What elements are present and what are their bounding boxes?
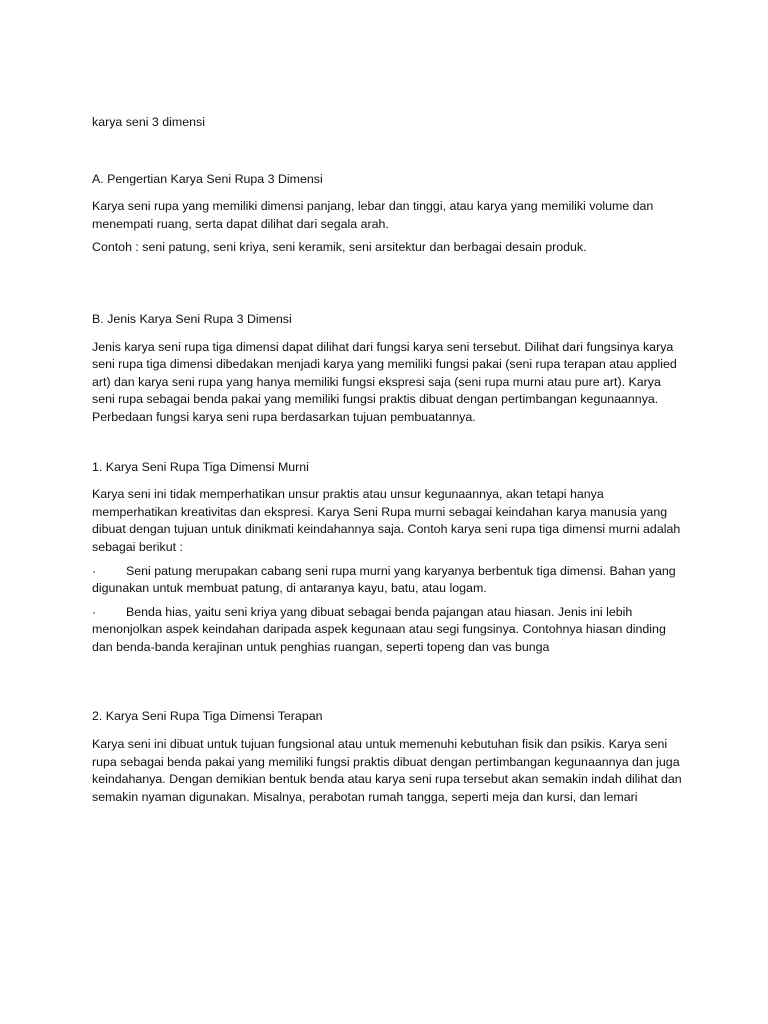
bullet-item (92, 604, 682, 657)
bullet-text: Benda hias, yaitu seni kriya yang dibuat sebagai benda pajangan atau hiasan. Jenis ini lebih menonjolkan aspek keindahan daripada aspek kegunaan atau segi fungsinya. Contohnya hiasan dinding dan benda-banda kerajinan untuk penghias ruangan, seperti topeng dan vas bunga (92, 604, 666, 654)
section-2-paragraph: Karya seni ini dibuat untuk tujuan fungsional atau untuk memenuhi kebutuhan fisik dan psikis. Karya seni rupa sebagai benda pakai yang memiliki fungsi praktis dibuat dengan pertimbangan kegunaannya dan juga keindahanya. Dengan demikian bentuk benda atau karya seni rupa tersebut akan semakin indah dilihat dan semakin nyaman digunakan. Misalnya, perabotan rumah tangga, seperti meja dan kursi, dan lemari (92, 737, 682, 804)
spacer (92, 433, 682, 459)
section-b (92, 311, 682, 427)
bullet-text: Seni patung merupakan cabang seni rupa murni yang karyanya berbentuk tiga dimensi. Bahan yang digunakan untuk membuat patung, di antaranya kayu, batu, atau logam. (92, 563, 676, 596)
spacer (92, 263, 682, 311)
section-b-paragraph: Jenis karya seni rupa tiga dimensi dapat dilihat dari fungsi karya seni tersebut. Dilihat dari fungsinya karya seni rupa tiga dimensi dibedakan menjadi karya yang memiliki fungsi pakai (seni rupa terapan atau applied art) dan karya seni rupa yang hanya memiliki fungsi ekspresi saja (seni rupa murni atau pure art). Karya seni rupa sebagai benda pakai yang memiliki fungsi praktis dibuat dengan pertimbangan kegunaannya. Perbedaan fungsi karya seni rupa berdasarkan tujuan pembuatannya. (92, 339, 677, 424)
section-1-paragraph: Karya seni ini tidak memperhatikan unsur praktis atau unsur kegunaannya, akan tetapi hanya memperhatikan kreativitas dan ekspresi. Karya Seni Rupa murni sebagai keindahan karya manusia yang dibuat dengan tujuan untuk dinikmati keindahannya saja. Contoh karya seni rupa tiga dimensi murni adalah sebagai berikut : (92, 487, 681, 554)
section-1-heading: 1. Karya Seni Rupa Tiga Dimensi Murni (92, 459, 309, 474)
document-title: karya seni 3 dimensi (92, 115, 205, 129)
spacer (92, 662, 682, 708)
section-a (92, 171, 682, 257)
section-a-paragraph: Karya seni rupa yang memiliki dimensi panjang, lebar dan tinggi, atau karya yang memiliki volume dan menempati ruang, serta dapat dilihat dari segala arah. (92, 199, 654, 231)
bullet-marker: · (92, 604, 97, 619)
section-a-heading: A. Pengertian Karya Seni Rupa 3 Dimensi (92, 171, 323, 186)
section-1 (92, 459, 682, 657)
bullet-item (92, 563, 682, 598)
document-body (92, 114, 682, 812)
section-2 (92, 708, 682, 806)
bullet-marker: · (92, 563, 97, 578)
section-b-heading: B. Jenis Karya Seni Rupa 3 Dimensi (92, 311, 292, 326)
section-2-heading: 2. Karya Seni Rupa Tiga Dimensi Terapan (92, 709, 323, 724)
section-a-example: Contoh : seni patung, seni kriya, seni keramik, seni arsitektur dan berbagai desain produk. (92, 240, 587, 255)
